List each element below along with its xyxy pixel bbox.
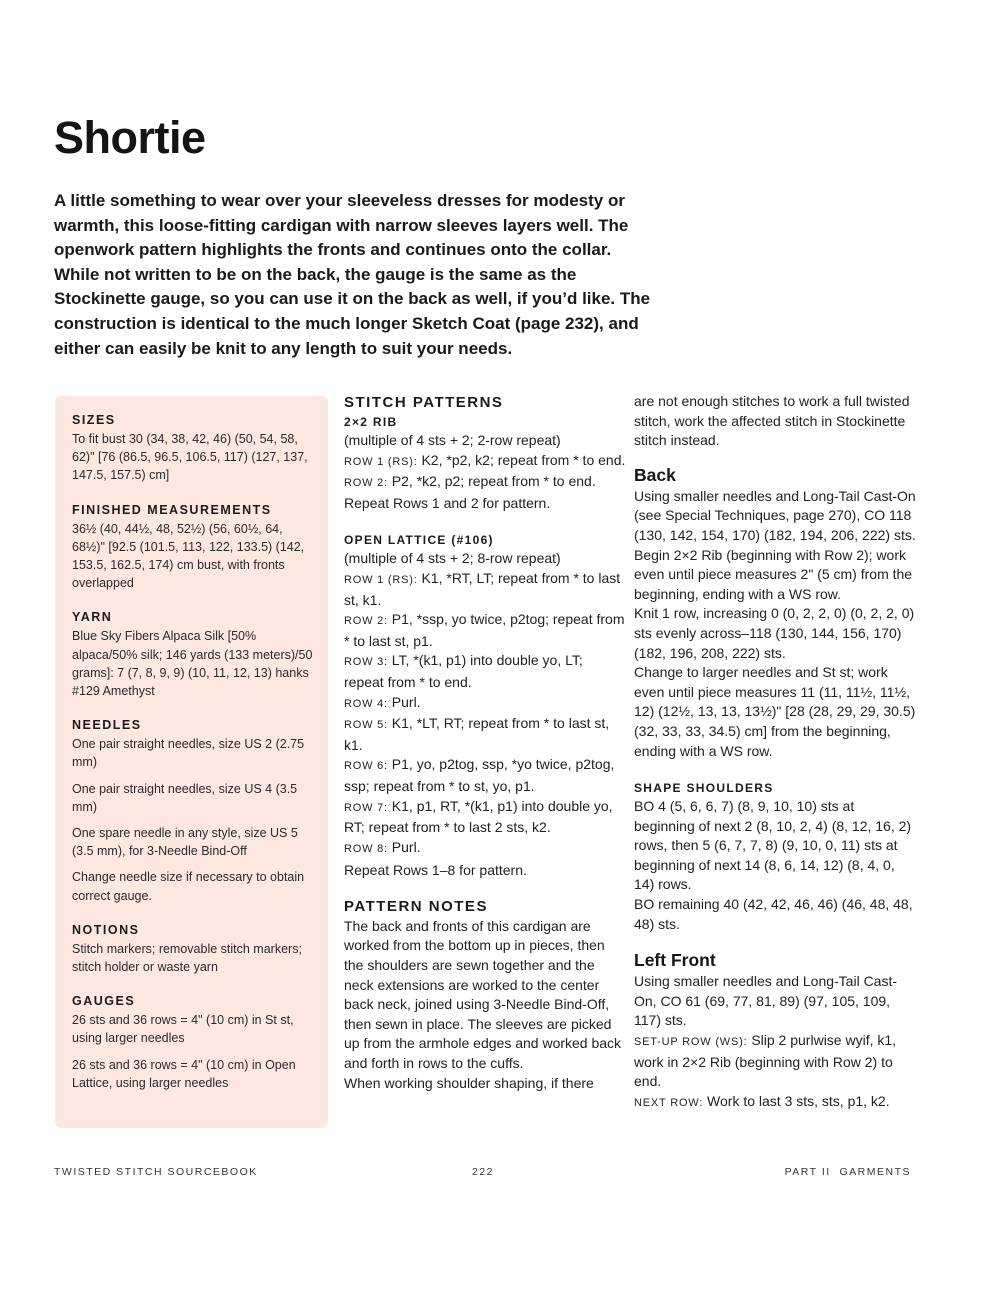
row-label: ROW 7: [344,801,388,814]
sizes-heading: SIZES [72,413,116,427]
next-row [634,1092,916,1114]
footer-book-title: TWISTED STITCH SOURCEBOOK [54,1166,258,1178]
row-instruction: Slip 2 purlwise wyif, k1, work in 2×2 Rib (beginning with Row 2) to end. [634,1032,897,1090]
notions-heading: NOTIONS [72,922,140,937]
row-instruction: K1, *RT, LT; repeat from * to last st, k1. [344,569,621,608]
lattice-row [344,838,626,860]
needles-item: One spare needle in any style, size US 5 (3.5 mm), for 3-Needle Bind-Off [72,826,298,859]
lattice-row [344,610,626,651]
footer-section: PART II GARMENTS [784,1166,911,1178]
row-instruction: Purl. [387,693,421,710]
lattice-row [344,797,626,838]
left-front-heading: Left Front [634,950,716,971]
open-lattice-heading: OPEN LATTICE (#106) [344,533,494,548]
yarn-heading: YARN [72,610,113,625]
shoulders-text: BO 4 (5, 6, 6, 7) (8, 9, 10, 10) sts at beginning of next 2 (8, 10, 2, 4) (8, 12, 16, 2) rows, then 5 (6, 7, 7, 8) (9, 10, 0, 11) sts at beginning of next 14 (8, 6, 14, 12) (8, 4, 0, 14) rows. [634,798,912,893]
row-instruction: K1, p1, RT, *(k1, p1) into double yo, RT; repeat from * to last 2 sts, k2. [344,797,613,836]
row-label: ROW 4: [344,697,388,710]
pattern-notes-text: When working shoulder shaping, if there [344,1074,594,1091]
row-label: SET-UP ROW (WS): [634,1036,748,1049]
gauges-item: 26 sts and 36 rows = 4" (10 cm) in Open Lattice, using larger needles [72,1057,296,1090]
materials-sidebar [55,396,328,1128]
row-label: ROW 6: [344,760,388,773]
lattice-row [344,569,626,610]
gauges-item: 26 sts and 36 rows = 4" (10 cm) in St st, using larger needles [72,1013,294,1046]
left-front-text: Using smaller needles and Long-Tail Cast-On, CO 61 (69, 77, 81, 89) (97, 105, 109, 117) sts. [634,973,898,1029]
sizes-text: To fit bust 30 (34, 38, 42, 46) (50, 54, 58, 62)" [76 (86.5, 96.5, 106.5, 117) (127, 137, 147.5, 157.5) cm] [72,432,308,483]
lattice-row [344,755,626,796]
rib-repeat: Repeat Rows 1 and 2 for pattern. [344,494,551,511]
rib-heading: 2×2 RIB [344,415,398,429]
row-label: ROW 2: [344,477,388,490]
gauges-heading: GAUGES [72,994,136,1009]
row-label: ROW 3: [344,656,388,669]
lattice-row [344,714,626,755]
yarn-text: Blue Sky Fibers Alpaca Silk [50% alpaca/50% silk; 146 yards (133 meters)/50 grams]: 7 (7, 8, 9, 9) (10, 11, 12, 13) hanks #129 Amethyst [72,629,313,699]
back-text: Change to larger needles and St st; work even until piece measures 11 (11, 11½, 11½, 12) (12½, 13, 13, 13½)" [28 (28, 29, 29, 30.5) (32, 33, 33, 34.5) cm] from the beginning, ending with a WS row. [634,664,916,759]
row-instruction: Purl. [387,838,421,855]
row-instruction: Work to last 3 sts, sts, p1, k2. [703,1092,890,1109]
needles-item: Change needle size if necessary to obtain correct gauge. [72,870,305,903]
back-text: Knit 1 row, increasing 0 (0, 2, 2, 0) (0, 2, 2, 0) sts evenly across–118 (130, 144, 156, 170) (182, 196, 208, 222) sts. [634,605,915,661]
notes-continuation: are not enough stitches to work a full twisted stitch, work the affected stitch in Stockinette stitch instead. [634,393,910,449]
shape-shoulders-heading: SHAPE SHOULDERS [634,781,774,796]
row-instruction: LT, *(k1, p1) into double yo, LT; repeat from * to end. [344,652,583,690]
stitch-patterns-column [344,393,626,1093]
row-label: ROW 1 (RS): [344,573,418,586]
lattice-repeat: Repeat Rows 1–8 for pattern. [344,862,527,879]
rib-multiple: (multiple of 4 sts + 2; 2-row repeat) [344,432,561,448]
finished-measurements-text: 36½ (40, 44½, 48, 52½) (56, 60½, 64, 68½)" [92.5 (101.5, 113, 122, 133.5) (142, 153.5, 162.5, 174) cm bust, with fronts overlapped [72,521,305,591]
shoulders-text: BO remaining 40 (42, 42, 46, 46) (46, 48, 48, 48) sts. [634,896,913,932]
row-instruction: P2, *k2, p2; repeat from * to end. [387,473,596,490]
page-title: Shortie [54,112,206,163]
finished-measurements-heading: FINISHED MEASUREMENTS [72,502,272,517]
notions-section [72,923,318,976]
needles-item: One pair straight needles, size US 2 (2.75 mm) [72,737,305,770]
needles-section [72,718,318,905]
back-text: Begin 2×2 Rib (beginning with Row 2); work even until piece measures 2" (5 cm) from the beginning, ending with a WS row. [634,546,913,602]
yarn-section [72,610,318,700]
instructions-column [634,392,916,1113]
pattern-notes-text: The back and fronts of this cardigan are worked from the bottom up in pieces, then the shoulders are sewn together and the neck extensions are worked to the center back neck, joined using 3-Needle Bind-Off, then sewn in place. The sleeves are picked up from the armhole edges and worked back and forth in rows to the cuffs. [344,917,622,1072]
pattern-notes-heading: PATTERN NOTES [344,897,488,915]
back-text: Using smaller needles and Long-Tail Cast-On (see Special Techniques, page 270), CO 118 (130, 142, 154, 170) (182, 194, 206, 222) sts. [634,487,916,543]
needles-item: One pair straight needles, size US 4 (3.5 mm) [72,781,298,814]
row-label: NEXT ROW: [634,1096,704,1109]
intro-paragraph: A little something to wear over your sleeveless dresses for modesty or warmth, this loose-fitting cardigan with narrow sleeves layers well. The openwork pattern highlights the fronts and continues onto the collar. While not written to be on the back, the gauge is the same as the Stockinette gauge, so you can use it on the back as well, if you’d like. The construction is identical to the much longer Sketch Coat (page 232), and either can easily be knit to any length to suit your needs. [54,191,651,358]
row-label: ROW 2: [344,615,388,628]
gauges-section [72,994,318,1092]
row-label: ROW 5: [344,719,388,732]
set-up-row [634,1031,916,1092]
stitch-patterns-heading: STITCH PATTERNS [344,394,504,411]
notions-text: Stitch markers; removable stitch markers; stitch holder or waste yarn [72,941,302,975]
row-instruction: K1, *LT, RT; repeat from * to last st, k1. [344,715,610,753]
row-label: ROW 8: [344,842,388,855]
lattice-row [344,693,626,715]
row-label: ROW 1 (RS): [344,455,418,468]
rib-row [344,451,626,473]
row-instruction: P1, *ssp, yo twice, p2tog; repeat from * to last st, p1. [344,611,625,649]
lattice-row [344,651,626,692]
needles-heading: NEEDLES [72,718,142,733]
rib-row [344,472,626,494]
sizes-section [72,413,318,485]
finished-measurements-section [72,503,318,593]
page-number: 222 [471,1166,495,1178]
row-instruction: K2, *p2, k2; repeat from * to end. [417,451,626,468]
row-instruction: P1, yo, p2tog, ssp, *yo twice, p2tog, ssp; repeat from * to st, yo, p1. [344,756,615,794]
back-heading: Back [634,464,676,485]
lattice-multiple: (multiple of 4 sts + 2; 8-row repeat) [344,550,561,567]
